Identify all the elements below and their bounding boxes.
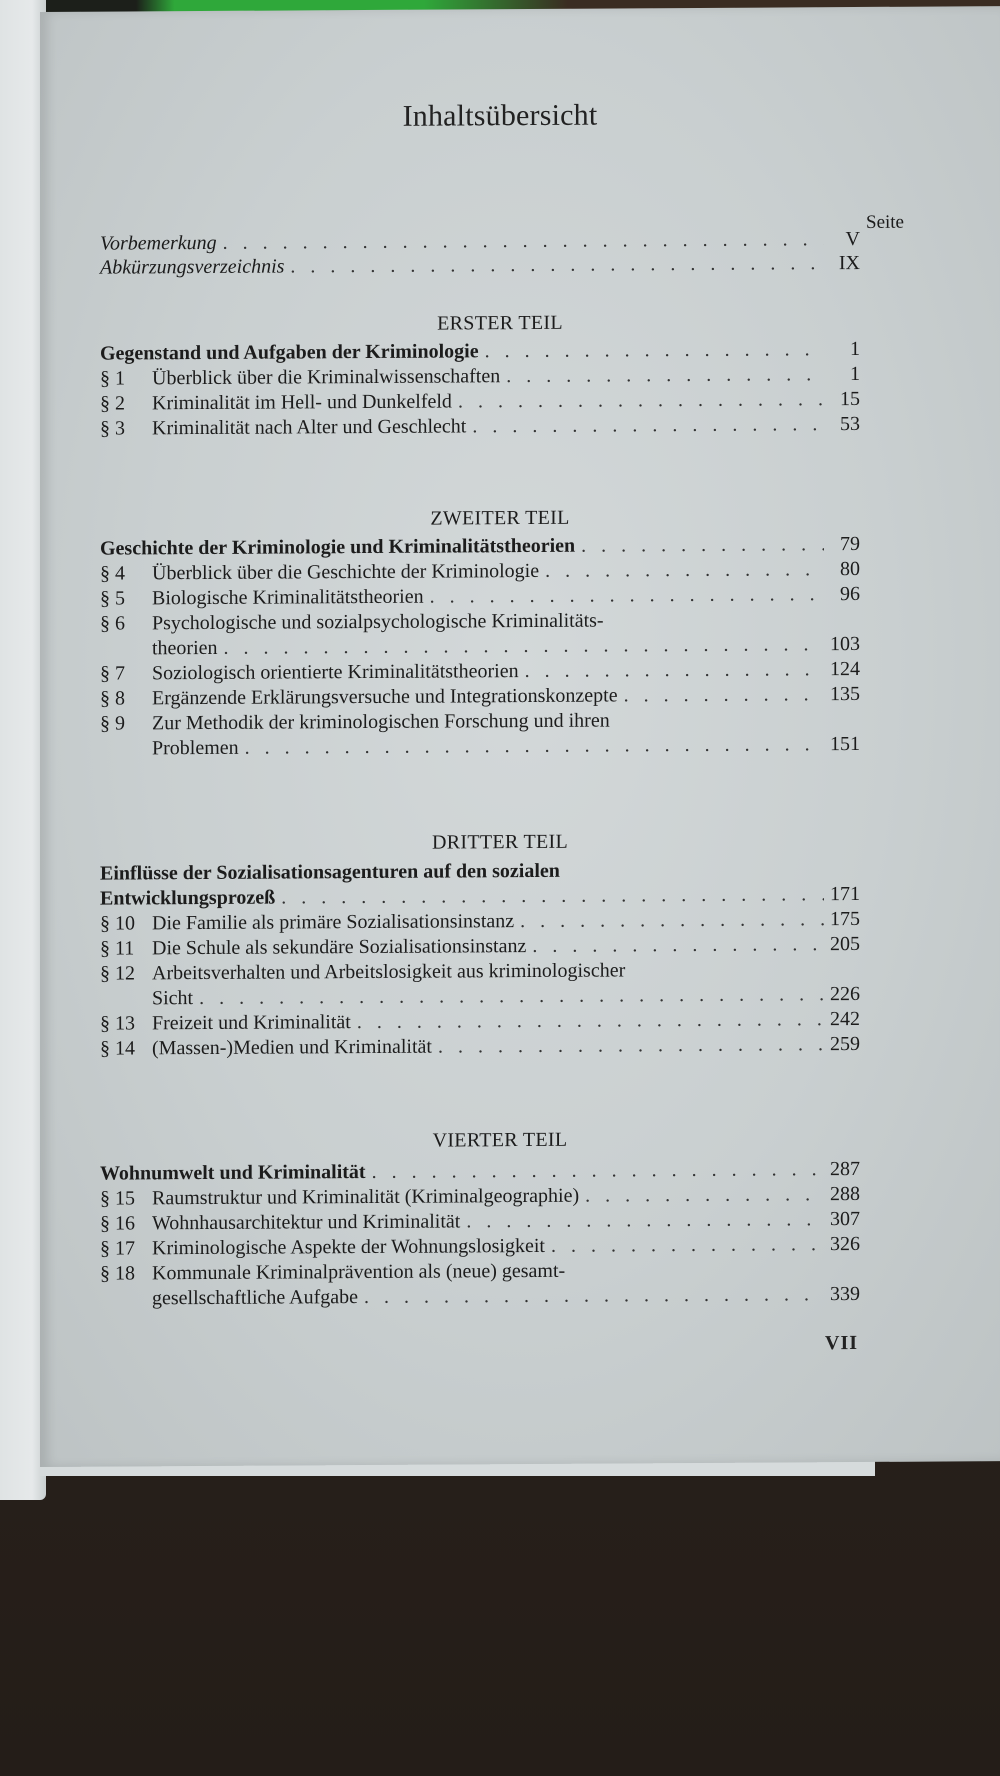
toc-entry[interactable] <box>100 1182 860 1211</box>
part-title: Wohnumwelt und Kriminalität <box>100 1161 366 1185</box>
dot-leader <box>458 387 824 413</box>
dot-leader <box>581 532 824 557</box>
section-number: § 18 <box>100 1262 135 1285</box>
toc-entry[interactable] <box>100 682 860 711</box>
part-heading: VIERTER TEIL <box>432 1128 568 1152</box>
dot-leader <box>199 982 824 1010</box>
entry-page: 53 <box>840 412 860 436</box>
toc-entry[interactable] <box>100 1207 860 1236</box>
toc-entry[interactable] <box>100 582 860 611</box>
section-number: § 6 <box>100 612 125 635</box>
dot-leader <box>364 1282 824 1309</box>
entry-page: 1 <box>850 362 860 386</box>
dot-leader <box>551 1232 824 1258</box>
entry-page: 135 <box>830 682 860 706</box>
part-title-continuation[interactable] <box>100 882 860 911</box>
entry-page: IX <box>838 251 860 275</box>
entry-label: Raumstruktur und Kriminalität (Kriminalgeographie) <box>152 1184 580 1210</box>
section-number: § 4 <box>100 562 125 585</box>
toc-entry[interactable] <box>100 251 860 280</box>
entry-page: 103 <box>830 632 860 656</box>
dot-leader <box>223 227 824 255</box>
entry-label-cont: Sicht <box>152 987 194 1010</box>
toc-entry-continuation[interactable] <box>100 632 860 661</box>
dot-leader <box>545 557 824 583</box>
section-number: § 1 <box>100 367 125 390</box>
section-number: § 14 <box>100 1037 135 1060</box>
dot-leader <box>281 882 824 909</box>
toc-entry[interactable] <box>100 362 860 391</box>
entry-label: Arbeitsverhalten und Arbeitslosigkeit aus kriminologischer <box>152 959 626 985</box>
dot-leader <box>245 732 824 760</box>
section-number: § 12 <box>100 962 135 985</box>
entry-page: 96 <box>840 582 860 606</box>
dot-leader <box>520 907 824 933</box>
section-number: § 7 <box>100 662 125 685</box>
section-number: § 13 <box>100 1012 135 1035</box>
entry-page: 242 <box>830 1007 860 1031</box>
entry-page: 226 <box>830 982 860 1006</box>
entry-page: 339 <box>830 1282 860 1306</box>
part-heading: ERSTER TEIL <box>437 311 563 335</box>
toc-entry[interactable] <box>100 707 860 736</box>
entry-page: 307 <box>830 1207 860 1231</box>
entry-label: Psychologische und sozialpsychologische Kriminalitäts- <box>152 609 604 635</box>
entry-label: Kriminologische Aspekte der Wohnungslosigkeit <box>152 1234 545 1260</box>
page-column-header: Seite <box>866 211 904 233</box>
toc-entry[interactable] <box>100 1232 860 1261</box>
entry-page: 175 <box>830 907 860 931</box>
dot-leader <box>438 1032 824 1058</box>
entry-label-cont: Problemen <box>152 736 239 760</box>
section-number: § 3 <box>100 417 125 440</box>
section-number: § 15 <box>100 1187 135 1210</box>
entry-page: V <box>845 227 860 251</box>
page-title: Inhaltsübersicht <box>402 98 598 133</box>
dot-leader <box>224 632 824 660</box>
part-heading: DRITTER TEIL <box>432 830 568 854</box>
dot-leader <box>585 1182 824 1207</box>
dot-leader <box>506 362 824 388</box>
part-title: Einflüsse der Sozialisationsagenturen auf den sozialen <box>100 859 560 885</box>
dot-leader <box>430 582 824 608</box>
entry-page: 15 <box>840 387 860 411</box>
section-number: § 17 <box>100 1237 135 1260</box>
book-page <box>40 6 1000 1467</box>
part-title-entry[interactable] <box>100 857 860 886</box>
toc-entry[interactable] <box>100 1032 860 1061</box>
entry-label: Überblick über die Kriminalwissenschaften <box>152 365 501 390</box>
part-title-cont: Entwicklungsprozeß <box>100 886 276 910</box>
toc-entry[interactable] <box>100 387 860 416</box>
entry-page: 326 <box>830 1232 860 1256</box>
part-title: Geschichte der Kriminologie und Kriminalitätstheorien <box>100 534 576 560</box>
toc-entry[interactable] <box>100 607 860 636</box>
entry-page: 205 <box>830 932 860 956</box>
dot-leader <box>466 1207 824 1233</box>
entry-label: Vorbemerkung <box>100 231 217 255</box>
entry-label: Die Familie als primäre Sozialisationsinstanz <box>152 910 515 935</box>
entry-label-cont: gesellschaftliche Aufgabe <box>152 1286 359 1310</box>
entry-page: 171 <box>830 882 860 906</box>
page-folio: VII <box>825 1332 859 1355</box>
entry-page: 288 <box>830 1182 860 1206</box>
entry-label: Wohnhausarchitektur und Kriminalität <box>152 1210 461 1235</box>
entry-page: 124 <box>830 657 860 681</box>
section-number: § 2 <box>100 392 125 415</box>
part-title-entry[interactable] <box>100 337 860 366</box>
section-number: § 9 <box>100 712 125 735</box>
section-number: § 8 <box>100 687 125 710</box>
dot-leader <box>372 1157 824 1184</box>
dot-leader <box>472 412 824 438</box>
toc-entry[interactable] <box>100 1257 860 1286</box>
entry-page: 79 <box>840 532 860 556</box>
entry-label: Soziologisch orientierte Kriminalitätstheorien <box>152 660 519 685</box>
toc-entry-continuation[interactable] <box>100 1282 860 1311</box>
entry-label: Zur Methodik der kriminologischen Forschung und ihren <box>152 709 610 735</box>
section-number: § 10 <box>100 912 135 935</box>
toc-entry[interactable] <box>100 957 860 986</box>
dot-leader <box>532 932 824 958</box>
entry-label: Die Schule als sekundäre Sozialisationsinstanz <box>152 935 527 960</box>
entry-label: Kommunale Kriminalprävention als (neue) gesamt- <box>152 1259 566 1285</box>
part-title-entry[interactable] <box>100 1157 860 1186</box>
entry-label: Überblick über die Geschichte der Kriminologie <box>152 559 540 585</box>
part-title: Gegenstand und Aufgaben der Kriminologie <box>100 340 479 365</box>
part-title-entry[interactable] <box>100 532 860 561</box>
toc-entry[interactable] <box>100 412 860 441</box>
dot-leader <box>485 337 824 363</box>
toc-entry[interactable] <box>100 657 860 686</box>
dot-leader <box>290 251 824 278</box>
entry-label: Freizeit und Kriminalität <box>152 1011 351 1035</box>
entry-page: 80 <box>840 557 860 581</box>
entry-label: Ergänzende Erklärungsversuche und Integrationskonzepte <box>152 684 618 710</box>
toc-entry[interactable] <box>100 907 860 936</box>
entry-page: 1 <box>850 337 860 361</box>
entry-label-cont: theorien <box>152 636 218 660</box>
entry-label: Biologische Kriminalitätstheorien <box>152 585 424 610</box>
part-heading: ZWEITER TEIL <box>430 506 570 530</box>
toc-entry-continuation[interactable] <box>100 982 860 1011</box>
entry-label: Kriminalität nach Alter und Geschlecht <box>152 415 467 440</box>
entry-label: Abkürzungsverzeichnis <box>100 255 285 279</box>
dot-leader <box>357 1007 824 1034</box>
toc-entry-continuation[interactable] <box>100 732 860 761</box>
section-number: § 5 <box>100 587 125 610</box>
dot-leader <box>624 682 824 707</box>
entry-page: 287 <box>830 1157 860 1181</box>
toc-entry[interactable] <box>100 557 860 586</box>
toc-entry[interactable] <box>100 932 860 961</box>
section-number: § 11 <box>100 937 135 960</box>
toc-entry[interactable] <box>100 1007 860 1036</box>
entry-page: 151 <box>830 732 860 756</box>
entry-label: Kriminalität im Hell- und Dunkelfeld <box>152 390 452 415</box>
section-number: § 16 <box>100 1212 135 1235</box>
entry-label: (Massen-)Medien und Kriminalität <box>152 1035 432 1060</box>
dot-leader <box>525 657 824 683</box>
entry-page: 259 <box>830 1032 860 1056</box>
